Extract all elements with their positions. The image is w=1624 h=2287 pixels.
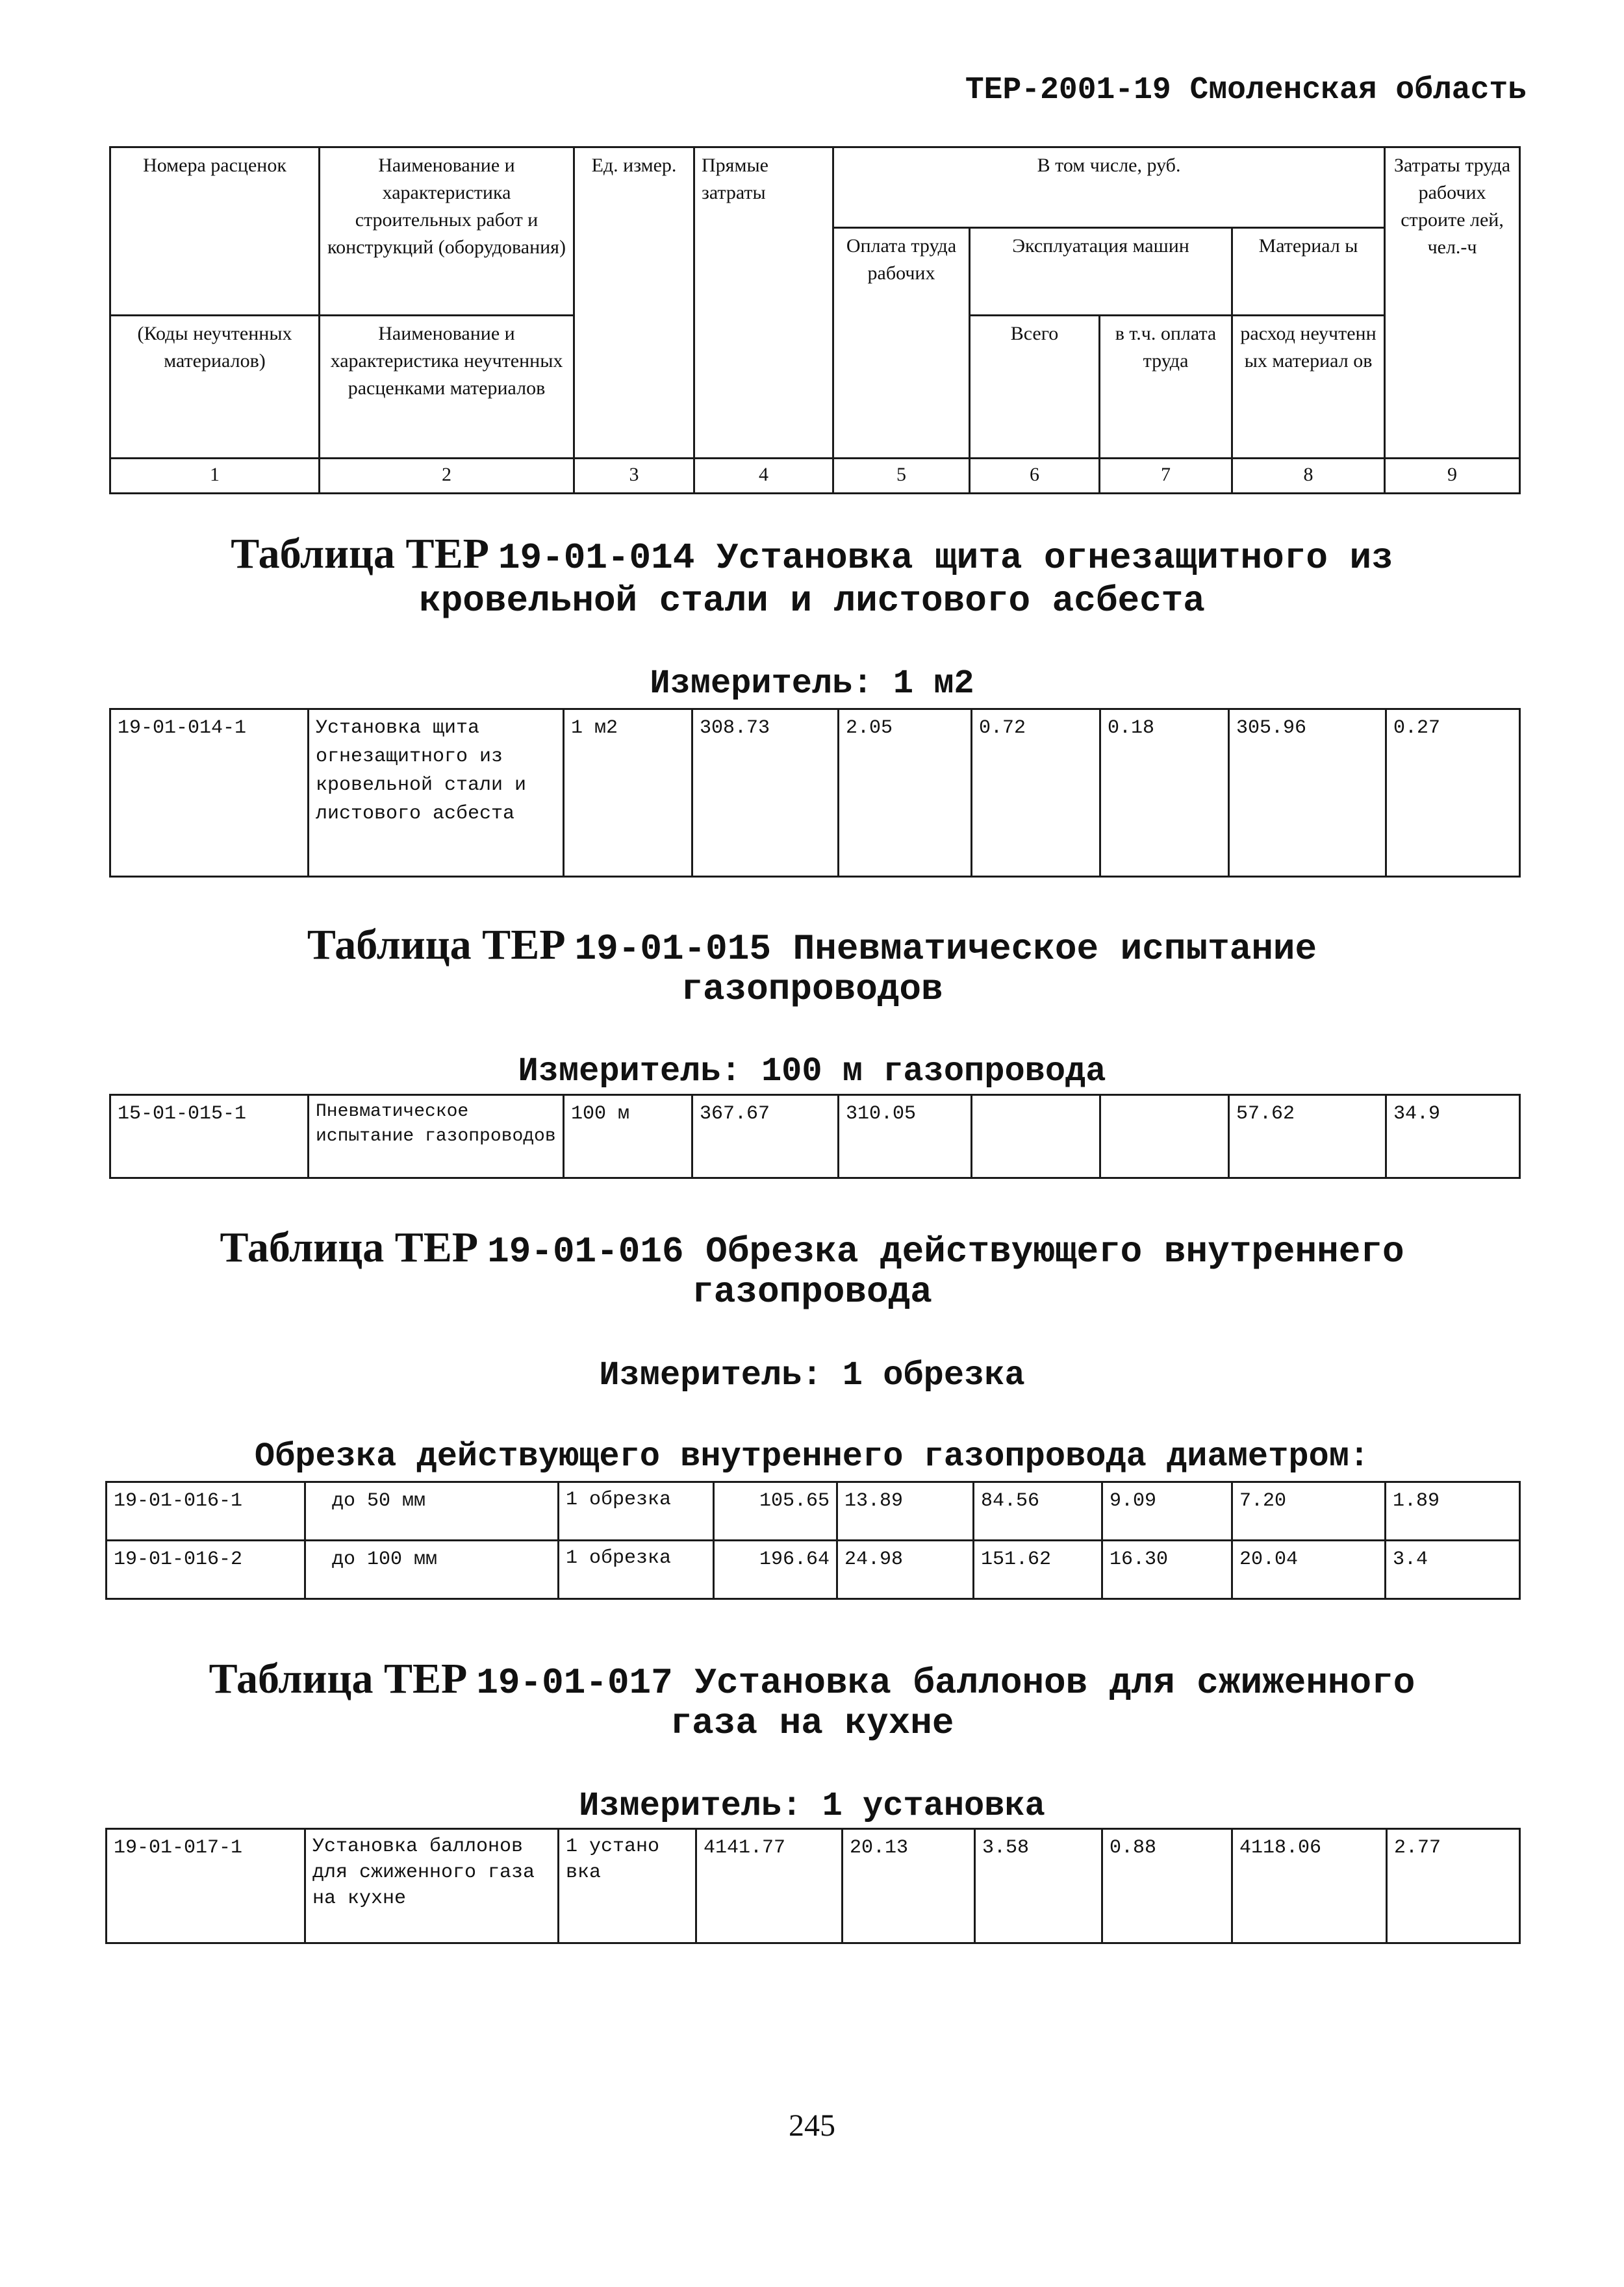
rate-materials: 7.20 [1232, 1482, 1386, 1541]
col-number: 8 [1232, 459, 1385, 494]
header-col8-top: Материал ы [1232, 228, 1385, 316]
header-col2-bottom: Наименование и характеристика неучтенных расценками материалов [320, 316, 574, 459]
rates-table [105, 1828, 1521, 1944]
col-number: 6 [970, 459, 1100, 494]
rate-code: 19-01-016-1 [107, 1482, 305, 1541]
rate-hours: 34.9 [1386, 1095, 1520, 1178]
running-title: ТЕР-2001-19 Смоленская область [965, 73, 1527, 108]
rate-machines [972, 1095, 1100, 1178]
rate-labor: 2.05 [839, 709, 972, 877]
section-meter: Измеритель: 1 обрезка [599, 1356, 1025, 1395]
rate-unit: 1 устано вка [559, 1829, 696, 1943]
rate-materials: 57.62 [1229, 1095, 1386, 1178]
rate-machines: 3.58 [975, 1829, 1102, 1943]
rate-name: до 50 мм [305, 1482, 559, 1541]
rate-hours: 1.89 [1386, 1482, 1520, 1541]
header-col4: Прямые затраты [694, 147, 833, 459]
section-title-line2: кровельной стали и листового асбеста [419, 580, 1205, 622]
section-title-line2: газопровода [692, 1271, 932, 1313]
header-col7: в т.ч. оплата труда [1100, 316, 1232, 459]
rate-unit: 1 обрезка [559, 1482, 714, 1541]
rate-labor: 24.98 [837, 1541, 974, 1599]
section-meter: Измеритель: 1 м2 [650, 664, 974, 703]
rate-name: Установка баллонов для сжиженного газа на кухне [305, 1829, 559, 1943]
section-meter: Измеритель: 100 м газопровода [518, 1052, 1106, 1091]
rate-materials: 20.04 [1232, 1541, 1386, 1599]
table-row [107, 1541, 1520, 1599]
rate-machines-labor: 0.18 [1100, 709, 1229, 877]
table-row [107, 1829, 1520, 1943]
rate-direct: 4141.77 [696, 1829, 843, 1943]
col-number: 7 [1100, 459, 1232, 494]
rate-code: 19-01-017-1 [107, 1829, 305, 1943]
column-header-table [109, 146, 1521, 494]
section-meter: Измеритель: 1 установка [579, 1787, 1045, 1825]
rate-labor: 13.89 [837, 1482, 974, 1541]
rate-hours: 3.4 [1386, 1541, 1520, 1599]
header-col1-top: Номера расценок [110, 147, 320, 316]
rate-machines-labor [1100, 1095, 1229, 1178]
rate-unit: 1 м2 [564, 709, 692, 877]
rate-unit: 100 м [564, 1095, 692, 1178]
rate-direct: 367.67 [692, 1095, 839, 1178]
rates-table [109, 708, 1521, 878]
table-row [110, 709, 1520, 877]
section-title-line2: газопроводов [681, 968, 943, 1010]
rate-machines-labor: 16.30 [1102, 1541, 1232, 1599]
rate-machines: 0.72 [972, 709, 1100, 877]
col-number: 1 [110, 459, 320, 494]
col-number: 2 [320, 459, 574, 494]
section-title-line2: газа на кухне [670, 1702, 954, 1744]
rate-hours: 2.77 [1387, 1829, 1520, 1943]
page-number: 245 [789, 2108, 835, 2143]
rate-machines: 84.56 [974, 1482, 1102, 1541]
rate-name: до 100 мм [305, 1541, 559, 1599]
rate-unit: 1 обрезка [559, 1541, 714, 1599]
rates-table [109, 1094, 1521, 1179]
rate-machines-labor: 0.88 [1102, 1829, 1232, 1943]
rate-direct: 105.65 [714, 1482, 837, 1541]
table-row [107, 1482, 1520, 1541]
section-subtitle: Обрезка действующего внутреннего газопровода диаметром: [254, 1437, 1370, 1476]
rate-machines-labor: 9.09 [1102, 1482, 1232, 1541]
header-col5: Оплата труда рабочих [833, 228, 970, 459]
rate-materials: 4118.06 [1232, 1829, 1387, 1943]
table-row [110, 1095, 1520, 1178]
rate-code: 19-01-014-1 [110, 709, 309, 877]
rates-table [105, 1481, 1521, 1600]
col-number: 9 [1385, 459, 1520, 494]
header-col67: Эксплуатация машин [970, 228, 1232, 316]
col-number: 3 [574, 459, 694, 494]
col-number: 4 [694, 459, 833, 494]
header-col8-bottom: расход неучтенн ых материал ов [1232, 316, 1385, 459]
rate-machines: 151.62 [974, 1541, 1102, 1599]
header-col6: Всего [970, 316, 1100, 459]
rate-direct: 196.64 [714, 1541, 837, 1599]
section-title: Таблица ТЕР 19-01-017 Установка баллонов для сжиженного [209, 1655, 1415, 1704]
rate-direct: 308.73 [692, 709, 839, 877]
rate-name: Пневматическое испытание газопроводов [309, 1095, 564, 1178]
rate-code: 19-01-016-2 [107, 1541, 305, 1599]
rate-hours: 0.27 [1386, 709, 1520, 877]
header-col2-top: Наименование и характеристика строительных работ и конструкций (оборудования) [320, 147, 574, 316]
section-title: Таблица ТЕР 19-01-016 Обрезка действующего внутреннего [220, 1224, 1404, 1272]
header-col3: Ед. измер. [574, 147, 694, 459]
header-group: В том числе, руб. [833, 147, 1385, 228]
rate-name: Установка щита огнезащитного из кровельной стали и листового асбеста [309, 709, 564, 877]
section-title: Таблица ТЕР 19-01-014 Установка щита огнезащитного из [231, 530, 1393, 579]
header-col9: Затраты труда рабочих строите лей, чел.-ч [1385, 147, 1520, 459]
header-col1-bottom: (Коды неучтенных материалов) [110, 316, 320, 459]
rate-code: 15-01-015-1 [110, 1095, 309, 1178]
col-number: 5 [833, 459, 970, 494]
rate-labor: 310.05 [839, 1095, 972, 1178]
rate-labor: 20.13 [843, 1829, 975, 1943]
section-title: Таблица ТЕР 19-01-015 Пневматическое испытание [307, 921, 1317, 970]
rate-materials: 305.96 [1229, 709, 1386, 877]
